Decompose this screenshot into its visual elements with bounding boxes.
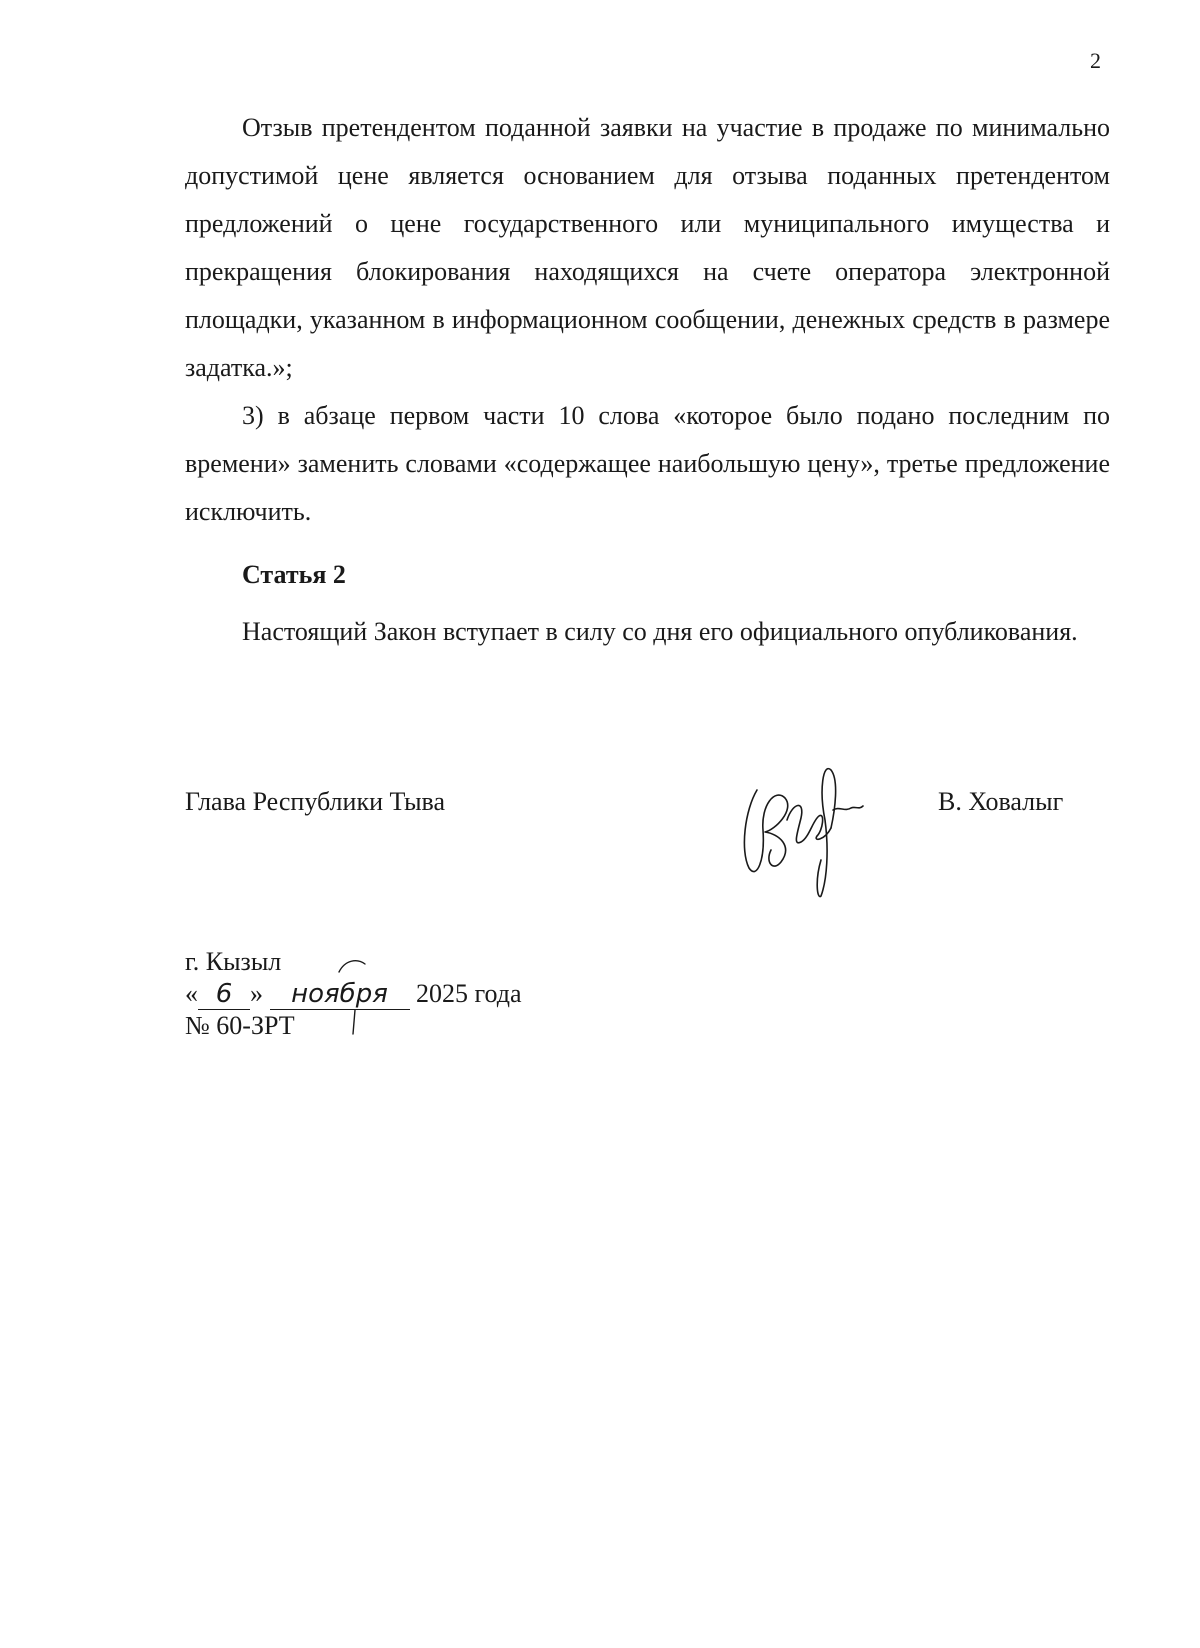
paragraph-amendment-3 (185, 392, 1110, 536)
date-year: 2025 года (416, 979, 522, 1008)
date-day-handwritten: 6 (198, 979, 250, 1010)
page-number: 2 (1090, 48, 1101, 73)
handwritten-stroke (335, 950, 375, 1040)
date-month-handwritten: ноября (270, 979, 410, 1010)
handwritten-signature (735, 750, 875, 900)
place-of-signing: г. Кызыл (185, 947, 282, 976)
paragraph-entry-into-force (185, 608, 1110, 656)
paragraph-amendment-3-text: 3) в абзаце первом части 10 слова «которое было подано последним по времени» заменить словами «содержащее наибольшую цену», третье предложение исключить. (185, 401, 1110, 526)
paragraph-withdrawal-text: Отзыв претендентом поданной заявки на участие в продаже по минимально допустимой цене является основанием для отзыва поданных претендентом предложений о цене государственного или муниципального имущества и прекращения блокирования находящихся на счете оператора электронной площадки, указанном в информационном сообщении, денежных средств в размере задатка.»; (185, 113, 1110, 382)
law-number: № 60-ЗРТ (185, 1011, 295, 1040)
date-open-quote: « (185, 979, 198, 1008)
date-close-quote: » (250, 979, 263, 1008)
paragraph-withdrawal (185, 104, 1110, 392)
article-heading: Статья 2 (242, 560, 346, 589)
signer-name: В. Ховалыг (938, 787, 1064, 816)
paragraph-entry-into-force-text: Настоящий Закон вступает в силу со дня его официального опубликования. (242, 617, 1078, 646)
signer-title: Глава Республики Тыва (185, 787, 446, 816)
